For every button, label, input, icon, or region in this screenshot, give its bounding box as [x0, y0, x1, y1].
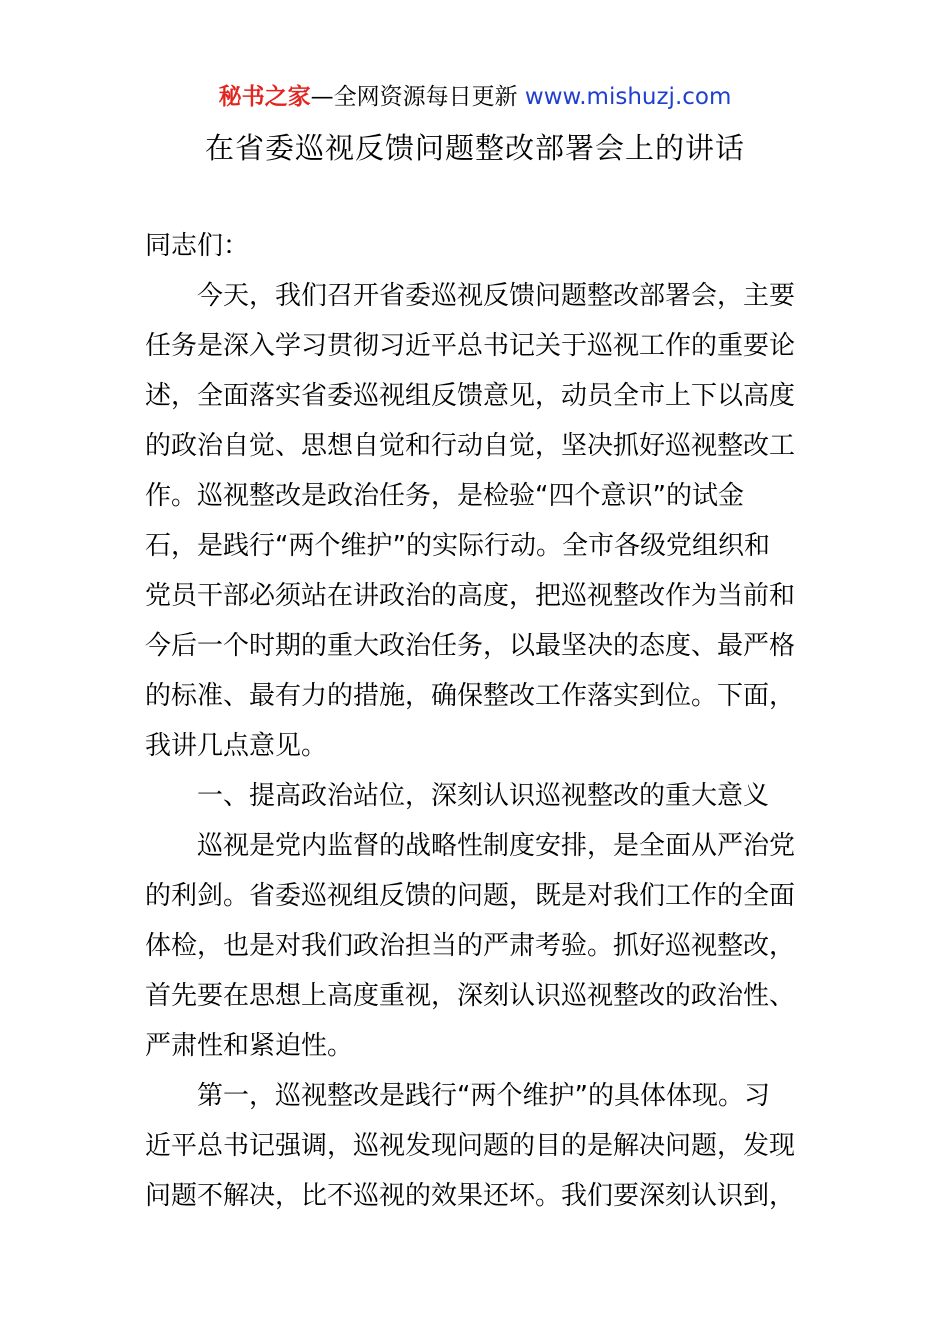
body-line: 任务是深入学习贯彻习近平总书记关于巡视工作的重要论: [145, 331, 796, 361]
document-title: 在省委巡视反馈问题整改部署会上的讲话: [204, 131, 745, 165]
body-line: 的标准、最有力的措施，确保整改工作落实到位。下面，: [145, 681, 796, 711]
site-banner: [0, 81, 950, 113]
body-line: 体检，也是对我们政治担当的严肃考验。抓好巡视整改，: [145, 931, 796, 961]
body-line: 我讲几点意见。: [145, 731, 328, 761]
body-line: 的政治自觉、思想自觉和行动自觉，坚决抓好巡视整改工: [145, 431, 796, 461]
banner-tagline: —全网资源每日更新: [310, 84, 525, 110]
body-line: 问题不解决，比不巡视的效果还坏。我们要深刻认识到，: [145, 1181, 796, 1211]
body-line: 第一，巡视整改是践行“两个维护”的具体体现。习: [145, 1081, 770, 1111]
body-line: 的利剑。省委巡视组反馈的问题，既是对我们工作的全面: [145, 881, 796, 911]
body-line: 近平总书记强调，巡视发现问题的目的是解决问题，发现: [145, 1131, 796, 1161]
body-line: 作。巡视整改是政治任务，是检验“四个意识”的试金: [145, 481, 744, 511]
salutation-line: 同志们：: [145, 231, 250, 261]
document-body: [145, 221, 810, 1221]
site-url-link[interactable]: www.mishuzj.com: [524, 84, 732, 110]
body-line: 严肃性和紧迫性。: [145, 1031, 354, 1061]
body-line: 党员干部必须站在讲政治的高度，把巡视整改作为当前和: [145, 581, 796, 611]
body-line: 首先要在思想上高度重视，深刻认识巡视整改的政治性、: [145, 981, 796, 1011]
body-line: 今后一个时期的重大政治任务，以最坚决的态度、最严格: [145, 631, 796, 661]
body-line: 今天，我们召开省委巡视反馈问题整改部署会，主要: [145, 281, 796, 311]
brand-name: 秘书之家: [218, 84, 311, 110]
body-line: 述，全面落实省委巡视组反馈意见，动员全市上下以高度: [145, 381, 796, 411]
body-line: 石，是践行“两个维护”的实际行动。全市各级党组织和: [145, 531, 770, 561]
section-heading: 一、提高政治站位，深刻认识巡视整改的重大意义: [145, 781, 770, 811]
body-line: 巡视是党内监督的战略性制度安排，是全面从严治党: [145, 831, 796, 861]
